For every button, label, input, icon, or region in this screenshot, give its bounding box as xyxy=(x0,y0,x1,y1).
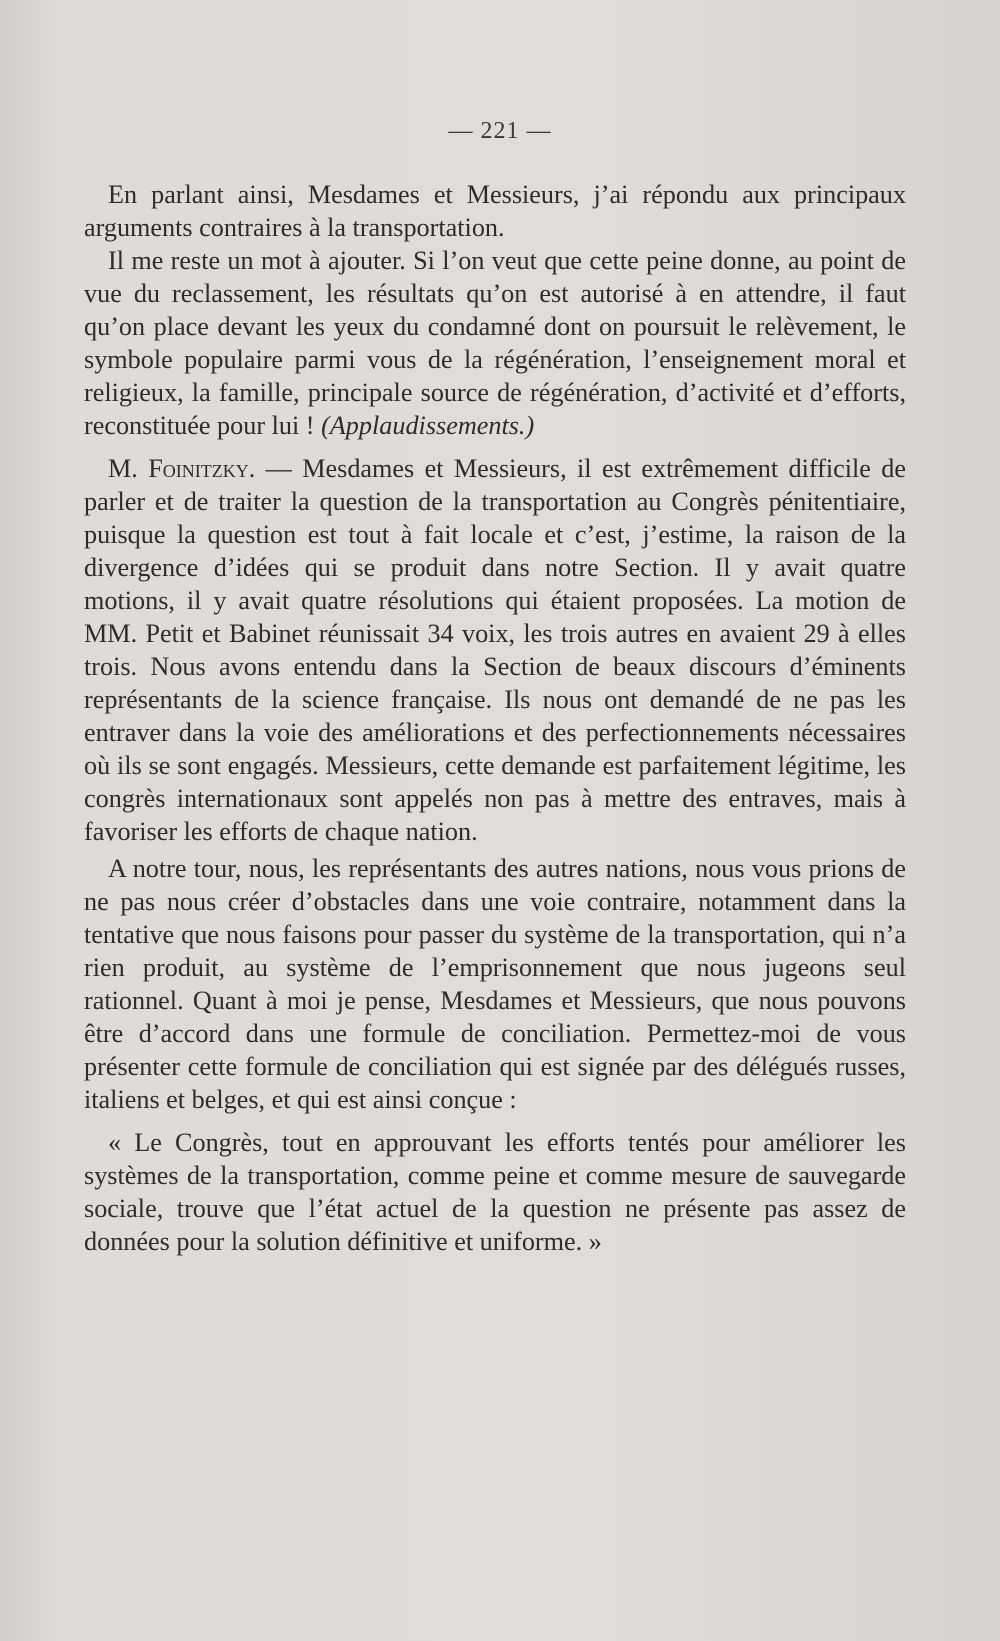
paragraph-5-quote: « Le Congrès, tout en approuvant les efforts tentés pour améliorer les systèmes de la transportation, comme peine et comme mesure de sauvegarde sociale, trouve que l’état actuel de la question ne présente pas assez de données pour la solution définitive et uniforme. » xyxy=(84,1128,906,1256)
speaker-name: M. Foinitzky. xyxy=(108,454,256,483)
paragraph-4: A notre tour, nous, les représentants des autres nations, nous vous prions de ne pas nous créer d’obstacles dans une voie contraire, notamment dans la tentative que nous faisons pour passer du système de la transportation, qui n’a rien produit, au système de l’emprisonnement que nous jugeons seul rationnel. Quant à moi je pense, Mesdames et Messieurs, que nous pouvons être d’accord dans une formule de conciliation. Permettez-moi de vous présenter cette formule de conciliation qui est signée par des délégués russes, italiens et belges, et qui est ainsi conçue : xyxy=(84,854,906,1114)
body-text xyxy=(84,178,906,1258)
page-number: — 221 — xyxy=(448,118,552,144)
applause-note: (Applaudissements.) xyxy=(321,411,535,440)
paragraph-2-text: Il me reste un mot à ajouter. Si l’on veut que cette peine donne, au point de vue du reclassement, les résultats qu’on est autorisé à en attendre, il faut qu’on place devant les yeux du condamné dont on poursuit le relèvement, le symbole populaire parmi vous de la régénération, l’enseignement moral et religieux, la famille, principale source de régénération, d’activité et d’efforts, reconstituée pour lui ! xyxy=(84,246,906,440)
paragraph-2 xyxy=(84,244,906,442)
paragraph-3-text: — Mesdames et Messieurs, il est extrêmement difficile de parler et de traiter la question de la transportation au Congrès pénitentiaire, puisque la question est tout à fait locale et c’est, j’estime, la raison de la divergence d’idées qui se produit dans notre Section. Il y avait quatre motions, il y avait quatre résolutions qui étaient proposées. La motion de MM. Petit et Babinet réunissait 34 voix, les trois autres en avaient 29 à elles trois. Nous avons entendu dans la Section de beaux discours d’éminents représentants de la science française. Ils nous ont demandé de ne pas les entraver dans la voie des améliorations et des perfectionnements nécessaires où ils se sont engagés. Messieurs, cette demande est parfaitement légitime, les congrès internationaux sont appelés non pas à mettre des entraves, mais à favoriser les efforts de chaque nation. xyxy=(84,454,906,846)
paragraph-1: En parlant ainsi, Mesdames et Messieurs, j’ai répondu aux principaux arguments contraires à la transportation. xyxy=(84,180,906,242)
paragraph-3 xyxy=(84,452,906,848)
